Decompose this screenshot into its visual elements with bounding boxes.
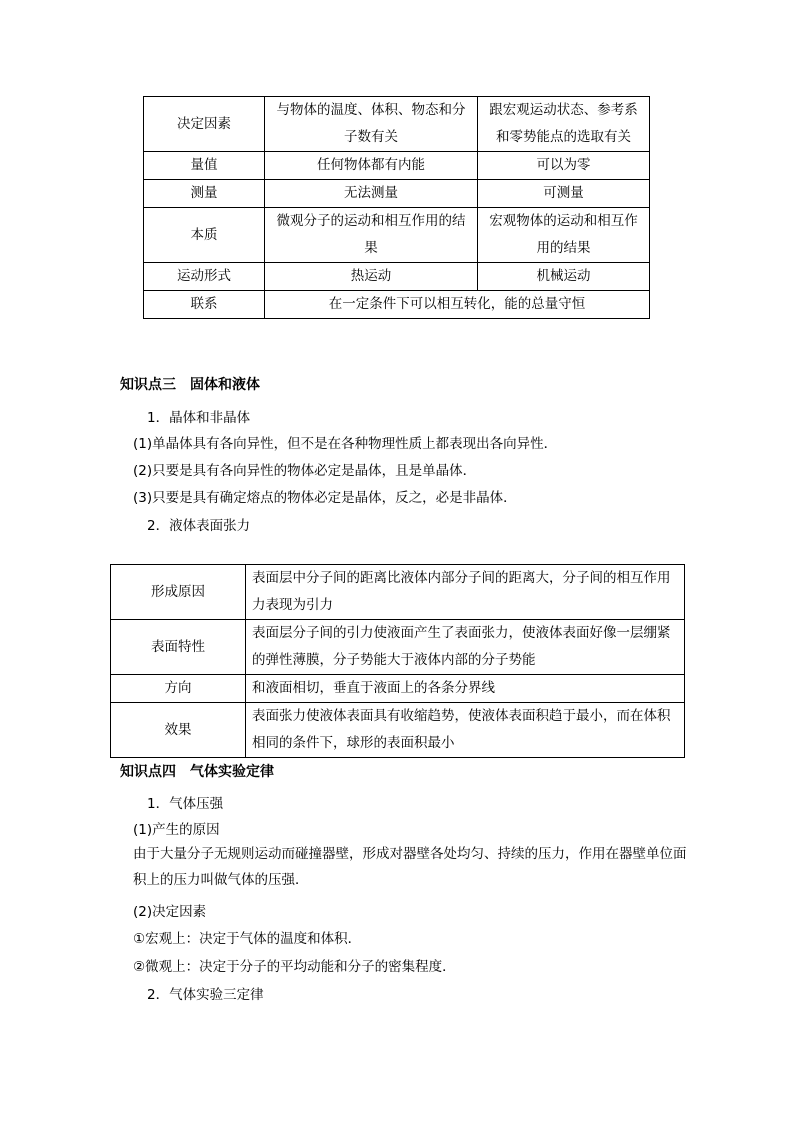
paragraph: (1)单晶体具有各向异性，但不是在各种物理性质上都表现出各向异性． <box>133 436 558 452</box>
paragraph: 由于大量分子无规则运动而碰撞器壁，形成对器壁各处均匀、持续的压力，作用在器壁单位面积上的压力叫做气体的压强． <box>133 846 687 888</box>
row-value: 表面层分子间的引力使液面产生了表面张力，使液体表面好像一层绷紧的弹性薄膜，分子势能大于液体内部的分子势能 <box>246 620 685 675</box>
internal-energy-cell: 无法测量 <box>265 180 478 208</box>
table-row <box>111 565 685 620</box>
internal-energy-cell: 热运动 <box>265 263 478 291</box>
relation-cell: 在一定条件下可以相互转化，能的总量守恒 <box>265 291 650 319</box>
row-label: 测量 <box>144 180 265 208</box>
table-row <box>144 208 650 263</box>
row-label: 联系 <box>144 291 265 319</box>
internal-energy-cell: 任何物体都有内能 <box>265 152 478 180</box>
mechanical-energy-cell: 可测量 <box>478 180 650 208</box>
paragraph: (2)只要是具有各向异性的物体必定是晶体，且是单晶体． <box>133 463 477 479</box>
row-value: 表面张力使液体表面具有收缩趋势，使液体表面积趋于最小，而在体积相同的条件下，球形的表面积最小 <box>246 703 685 758</box>
row-label: 效果 <box>111 703 246 758</box>
list-item-heading: 2．液体表面张力 <box>147 518 251 534</box>
internal-energy-cell: 与物体的温度、体积、物态和分子数有关 <box>265 97 478 152</box>
mechanical-energy-cell: 宏观物体的运动和相互作用的结果 <box>478 208 650 263</box>
table-row <box>144 180 650 208</box>
table-row <box>144 291 650 319</box>
paragraph: (1)产生的原因 <box>133 822 220 838</box>
row-label: 决定因素 <box>144 97 265 152</box>
paragraph: (2)决定因素 <box>133 904 207 920</box>
mechanical-energy-cell: 跟宏观运动状态、参考系和零势能点的选取有关 <box>478 97 650 152</box>
row-label: 表面特性 <box>111 620 246 675</box>
section-heading: 知识点三 固体和液体 <box>120 377 260 393</box>
row-label: 运动形式 <box>144 263 265 291</box>
energy-comparison-table <box>143 96 650 319</box>
internal-energy-cell: 微观分子的运动和相互作用的结果 <box>265 208 478 263</box>
list-item-heading: 1．晶体和非晶体 <box>147 410 251 426</box>
paragraph: ②微观上：决定于分子的平均动能和分子的密集程度． <box>133 959 456 975</box>
row-label: 方向 <box>111 675 246 703</box>
row-value: 和液面相切，垂直于液面上的各条分界线 <box>246 675 685 703</box>
list-item-heading: 2．气体实验三定律 <box>147 987 264 1003</box>
paragraph: (3)只要是具有确定熔点的物体必定是晶体，反之，必是非晶体． <box>133 490 517 506</box>
mechanical-energy-cell: 可以为零 <box>478 152 650 180</box>
list-item-heading: 1．气体压强 <box>147 796 224 812</box>
table-row <box>111 620 685 675</box>
section-heading: 知识点四 气体实验定律 <box>120 764 274 780</box>
table-row <box>144 152 650 180</box>
surface-tension-table <box>110 564 685 758</box>
paragraph: ①宏观上：决定于气体的温度和体积． <box>133 931 362 947</box>
table-row <box>144 263 650 291</box>
row-label: 本质 <box>144 208 265 263</box>
row-label: 形成原因 <box>111 565 246 620</box>
row-label: 量值 <box>144 152 265 180</box>
table-row <box>111 675 685 703</box>
row-value: 表面层中分子间的距离比液体内部分子间的距离大，分子间的相互作用力表现为引力 <box>246 565 685 620</box>
table-row <box>144 97 650 152</box>
mechanical-energy-cell: 机械运动 <box>478 263 650 291</box>
table-row <box>111 703 685 758</box>
